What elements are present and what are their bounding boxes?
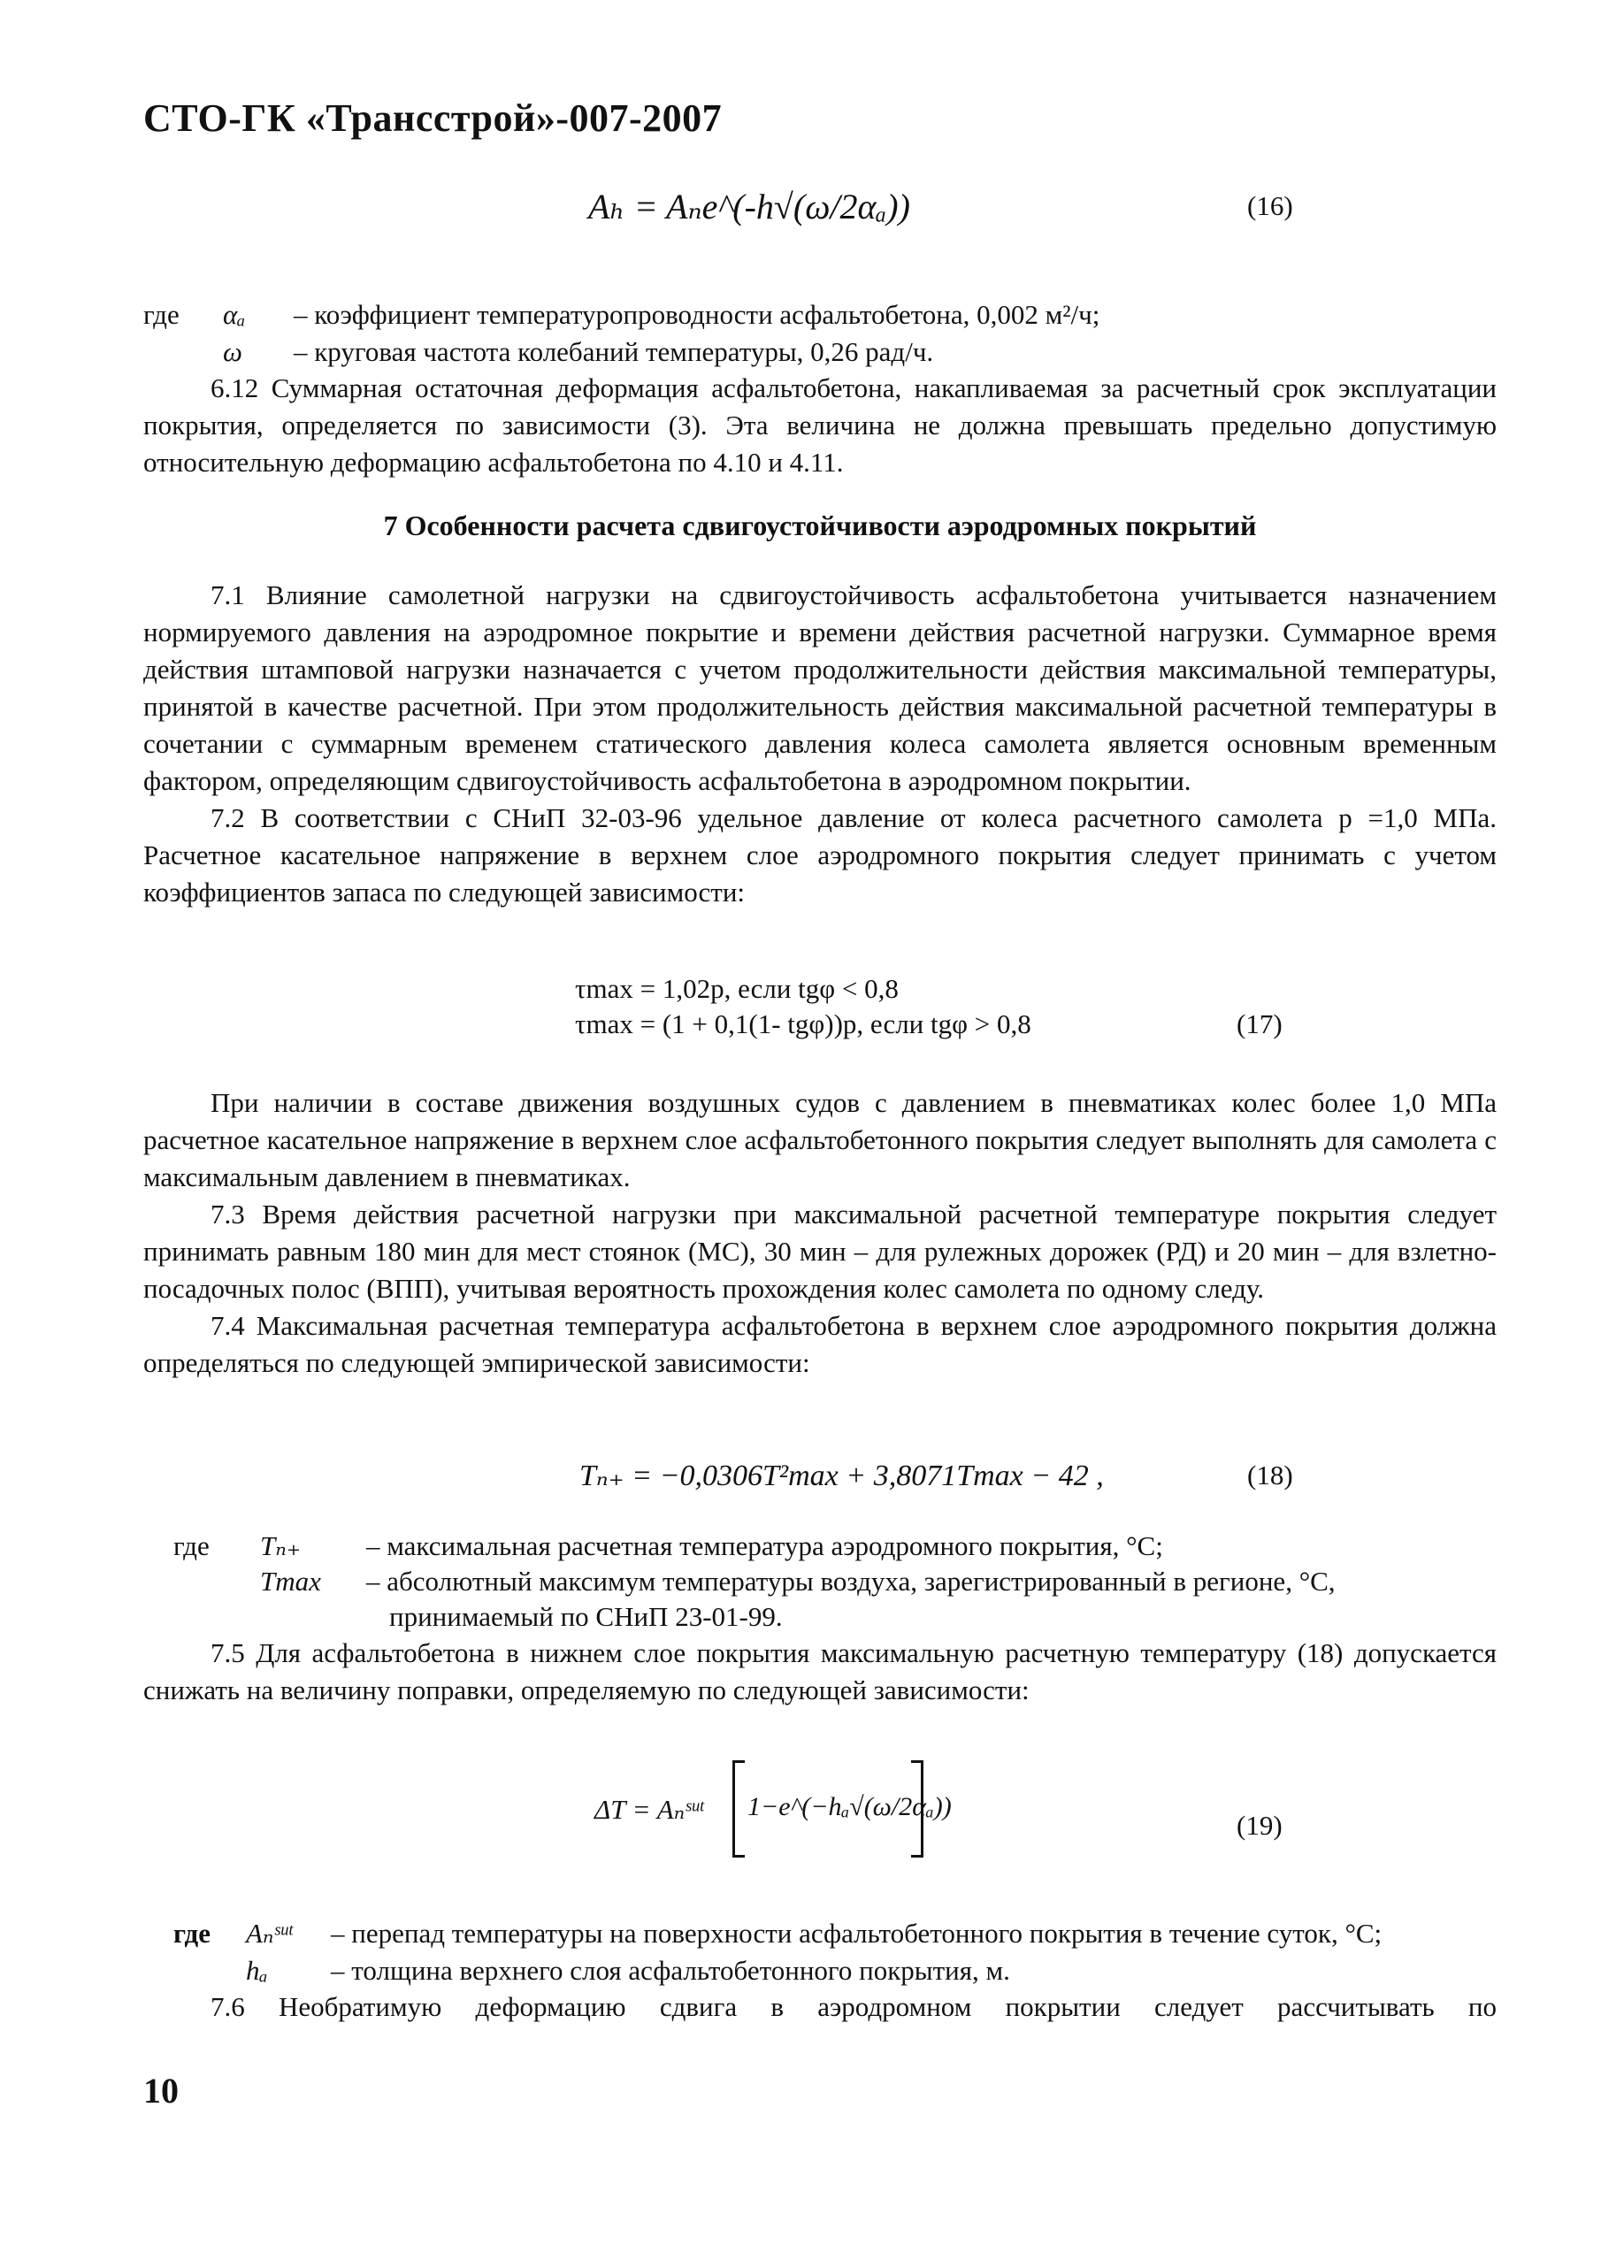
formula-17-line-2: τmax = (1 + 0,1(1- tgφ))p, если tgφ > 0,8 — [575, 1008, 1031, 1039]
where-description: принимаемый по СНиП 23-01-99. — [389, 1601, 783, 1632]
where-description: – перепад температуры на поверхности асфальтобетонного покрытия в течение суток, °С; — [331, 1918, 1383, 1949]
paragraph-7-5-block — [143, 1635, 1497, 1709]
where-label: где — [143, 299, 180, 330]
paragraph-7-1-block — [143, 577, 1497, 911]
formula-19-bracket — [732, 1760, 952, 1858]
formula-19-bracket-content: 1−e^(−hₐ√(ω/2αₐ)) — [747, 1792, 952, 1821]
bracket-top-right — [911, 1760, 923, 1763]
formula-16 — [588, 186, 910, 227]
where-18-row-3 — [389, 1599, 783, 1635]
formula-19-lhs: ΔT = Aₙˢᵘᵗ — [594, 1794, 704, 1825]
document-header: СТО-ГК «Трансстрой»-007-2007 — [143, 96, 723, 140]
paragraph-7-6-block — [143, 1988, 1497, 2026]
bracket-bottom-left — [732, 1855, 745, 1858]
where-description: – максимальная расчетная температура аэродромного покрытия, °С; — [366, 1530, 1163, 1561]
where-symbol: αₐ — [223, 299, 246, 330]
where-16-row-2 — [223, 334, 933, 370]
formula-16-text: Aₕ = Aₙe^(-h√(ω/2αₐ)) — [588, 187, 910, 226]
where-symbol: Tₙ₊ — [260, 1530, 302, 1561]
where-18-row-1 — [173, 1529, 1163, 1564]
where-label: где — [173, 1530, 210, 1561]
paragraph-7-5: 7.5 Для асфальтобетона в нижнем слое покрытия максимальную расчетную температуру (18) допускается снижать на величину поправки, определяемую по следующей зависимости: — [143, 1637, 1497, 1705]
where-symbol: Tmax — [260, 1566, 321, 1597]
where-19-row-1 — [173, 1916, 1382, 1951]
where-symbol: Aₙˢᵘᵗ — [246, 1918, 293, 1949]
paragraph-7-3: 7.3 Время действия расчетной нагрузки при максимальной расчетной температуре покрытия следует принимать равным 180 мин для мест стоянок (МС), 30 мин – для рулежных дорожек (РД) и 20 мин – для взлетно-посадочных полос (ВПП), учитывая вероятность прохождения колес самолета по одному следу. — [143, 1199, 1497, 1304]
formula-19-number: (19) — [1237, 1810, 1283, 1841]
section-7-title: 7 Особенности расчета сдвигоустойчивости аэродромных покрытий — [383, 510, 1257, 541]
formula-17-line-1: τmax = 1,02p, если tgφ < 0,8 — [575, 973, 899, 1004]
paragraph-6-12: 6.12 Суммарная остаточная деформация асфальтобетона, накапливаемая за расчетный срок эксплуатации покрытия, определяется по зависимости (3). Эта величина не должна превышать предельно допустимую относительную деформацию асфальтобетона по 4.10 и 4.11. — [143, 372, 1497, 478]
paragraph-7-1: 7.1 Влияние самолетной нагрузки на сдвигоустойчивость асфальтобетона учитывается назначением нормируемого давления на аэродромное покрытие и времени действия расчетной нагрузки. Суммарное время действия штамповой нагрузки назначается с учетом продолжительности действия максимальной температуры, принятой в качестве расчетной. При этом продолжительность действия максимальной расчетной температуры в сочетании с суммарным временем статического давления колеса самолета является основным временным фактором, определяющим сдвигоустойчивость асфальтобетона в аэродромном покрытии. — [143, 579, 1497, 796]
formula-17-number: (17) — [1237, 1008, 1283, 1039]
bracket-top-left — [732, 1760, 745, 1763]
where-description: – толщина верхнего слоя асфальтобетонного покрытия, м. — [331, 1955, 1010, 1986]
where-description: – абсолютный максимум температуры воздуха, зарегистрированный в регионе, °С, — [366, 1566, 1336, 1597]
where-18-row-2 — [260, 1564, 1336, 1599]
paragraph-7-6: 7.6 Необратимую деформацию сдвига в аэродромном покрытии следует рассчитывать по — [211, 1991, 1497, 2022]
where-description: – круговая частота колебаний температуры, 0,26 рад/ч. — [294, 336, 934, 367]
where-19-row-2 — [246, 1953, 1010, 1988]
bracket-bottom-right — [911, 1855, 923, 1858]
paragraphs-7-2b-7-4-block — [143, 1084, 1497, 1382]
formula-18-number: (18) — [1247, 1460, 1293, 1490]
where-symbol: hₐ — [246, 1955, 268, 1986]
where-16-row-1 — [143, 297, 1099, 333]
formula-16-number: (16) — [1247, 190, 1293, 221]
paragraph-7-2: 7.2 В соответствии с СНиП 32-03-96 удельное давление от колеса расчетного самолета p =1,0 МПа. Расчетное касательное напряжение в верхнем слое аэродромного покрытия следует принимать с учетом коэффициентов запаса по следующей зависимости: — [143, 802, 1497, 908]
where-description: – коэффициент температуропроводности асфальтобетона, 0,002 м²/ч; — [294, 299, 1100, 330]
paragraph-7-2-continued: При наличии в составе движения воздушных судов с давлением в пневматиках колес более 1,0 МПа расчетное касательное напряжение в верхнем слое асфальтобетонного покрытия следует выполнять для самолета с максимальным давлением в пневматиках. — [143, 1087, 1497, 1192]
where-label: где — [173, 1918, 211, 1949]
paragraph-7-4: 7.4 Максимальная расчетная температура асфальтобетона в верхнем слое аэродромного покрытия должна определяться по следующей эмпирической зависимости: — [143, 1310, 1497, 1378]
paragraph-6-12-block — [143, 370, 1497, 481]
formula-18: Tₙ₊ = −0,0306T²max + 3,8071Tmax − 42 , — [579, 1460, 1104, 1492]
where-symbol: ω — [223, 336, 242, 367]
page-number: 10 — [143, 2071, 179, 2111]
